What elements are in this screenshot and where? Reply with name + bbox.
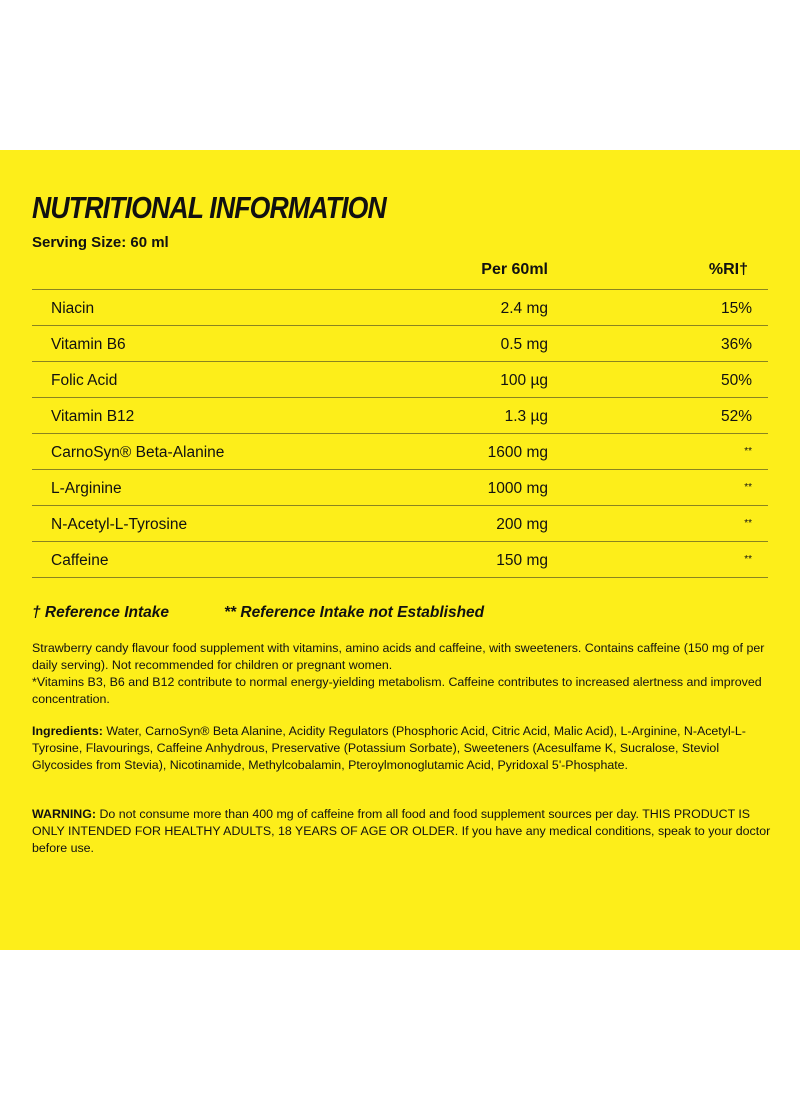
nutrient-amount: 1600 mg <box>487 444 548 461</box>
nutrient-name: N-Acetyl-L-Tyrosine <box>51 516 188 533</box>
nutrient-amount: 1000 mg <box>487 480 548 497</box>
footnotes <box>32 604 485 622</box>
ingredients-label: Ingredients: <box>32 724 103 738</box>
table-row <box>32 326 768 362</box>
nutrient-ri: ** <box>744 482 752 493</box>
nutrient-amount: 0.5 mg <box>500 336 548 353</box>
nutrient-ri: 36% <box>720 336 752 353</box>
nutrient-ri: ** <box>744 518 752 529</box>
nutrient-name: Vitamin B12 <box>51 408 135 425</box>
header-per-60ml: Per 60ml <box>481 261 548 278</box>
nutrition-table <box>32 255 768 578</box>
table-row <box>32 506 768 542</box>
footnote-not-established: ** Reference Intake not Established <box>224 604 485 621</box>
table-row <box>32 362 768 398</box>
description-text: Strawberry candy flavour food supplement with vitamins, amino acids and caffeine, with sweeteners. Contains caffeine (150 mg of per daily serving). Not recommended for children or pregnant women. <box>32 641 765 672</box>
header-ri: %RI† <box>708 261 748 278</box>
nutrient-amount: 2.4 mg <box>500 300 548 317</box>
nutrient-ri: 15% <box>720 300 752 317</box>
table-row <box>32 290 768 326</box>
nutrient-ri: ** <box>744 446 752 457</box>
table-row <box>32 470 768 506</box>
nutrient-name: CarnoSyn® Beta-Alanine <box>51 444 225 461</box>
nutrient-ri: 50% <box>720 372 752 389</box>
nutrient-name: L-Arginine <box>51 480 122 497</box>
ingredients-block <box>32 723 772 774</box>
product-description <box>32 640 772 708</box>
vitamin-claims-text: *Vitamins B3, B6 and B12 contribute to normal energy-yielding metabolism. Caffeine contributes to increased alertness and improved concentration. <box>32 675 762 706</box>
table-row <box>32 542 768 578</box>
page-title: NUTRITIONAL INFORMATION <box>32 190 386 225</box>
nutrient-amount: 200 mg <box>496 516 548 533</box>
footnote-reference-intake: † Reference Intake <box>32 604 169 621</box>
warning-block <box>32 806 772 857</box>
nutrient-name: Niacin <box>51 300 95 317</box>
table-row <box>32 434 768 470</box>
table-row <box>32 398 768 434</box>
table-header <box>32 255 768 290</box>
nutrient-name: Vitamin B6 <box>51 336 126 353</box>
nutrient-name: Folic Acid <box>51 372 118 389</box>
warning-text: Do not consume more than 400 mg of caffeine from all food and food supplement sources per day. THIS PRODUCT IS ONLY INTENDED FOR HEALTHY ADULTS, 18 YEARS OF AGE OR OLDER. If you have any medical conditions, speak to your doctor before use. <box>32 807 771 855</box>
serving-size: Serving Size: 60 ml <box>32 234 169 251</box>
nutrient-name: Caffeine <box>51 552 109 569</box>
nutrient-ri: 52% <box>720 408 752 425</box>
nutrient-ri: ** <box>744 554 752 565</box>
ingredients-text: Water, CarnoSyn® Beta Alanine, Acidity Regulators (Phosphoric Acid, Citric Acid, Malic Acid), L-Arginine, N-Acetyl-L-Tyrosine, Flavourings, Caffeine Anhydrous, Preservative (Potassium Sorbate), Sweeteners (Acesulfame K, Sucralose, Steviol Glycosides from Stevia), Nicotinamide, Methylcobalamin, Pteroylmonoglutamic Acid, Pyridoxal 5'-Phosphate. <box>32 724 746 772</box>
nutrient-amount: 100 µg <box>500 372 548 389</box>
warning-label: WARNING: <box>32 807 97 821</box>
nutrient-amount: 1.3 µg <box>504 408 548 425</box>
nutrient-amount: 150 mg <box>496 552 548 569</box>
